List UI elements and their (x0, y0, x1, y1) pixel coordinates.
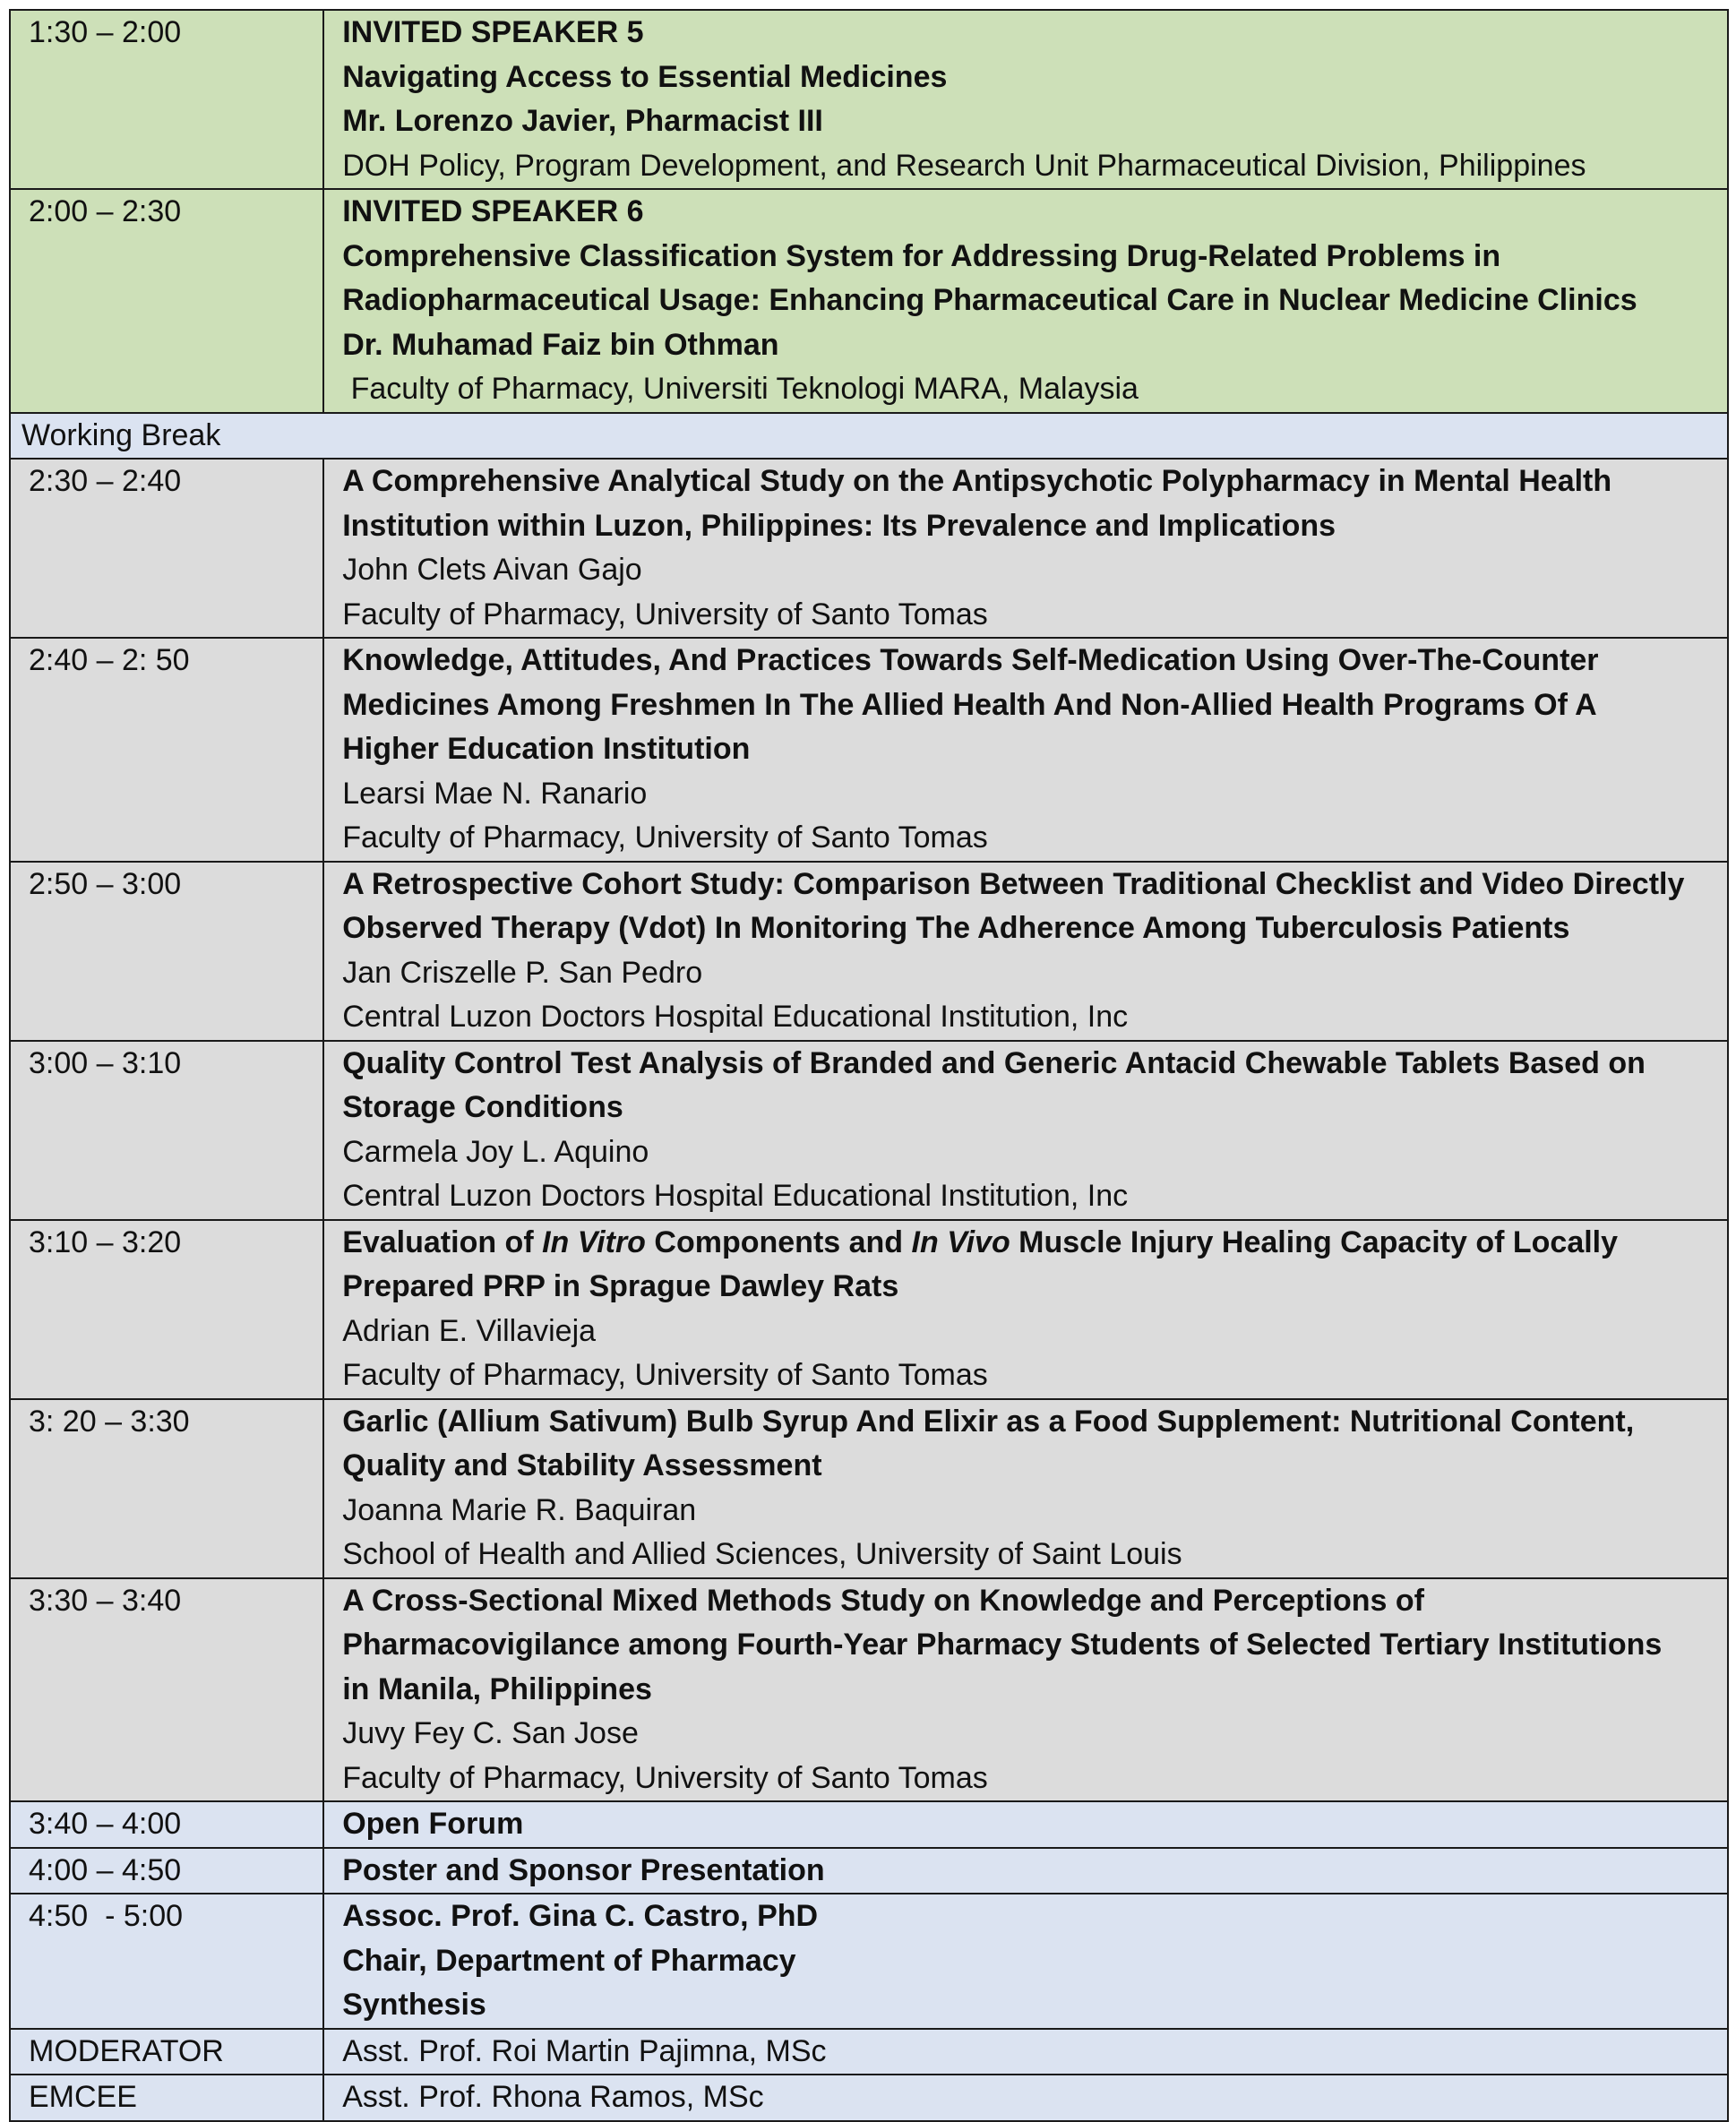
session-title: Poster and Sponsor Presentation (342, 1852, 825, 1887)
presenter-name: Carmela Joy L. Aquino (342, 1134, 649, 1169)
presenter-affiliation: Central Luzon Doctors Hospital Educational Institution, Inc (342, 1179, 1129, 1213)
schedule-row (10, 459, 1728, 638)
title-italic-text: In Vivo (911, 1224, 1010, 1259)
speaker-affiliation: DOH Policy, Program Development, and Research Unit Pharmaceutical Division, Philippines (342, 148, 1586, 183)
paper-title-line: Institution within Luzon, Philippines: Its Prevalence and Implications (342, 508, 1336, 543)
paper-title-line: Quality and Stability Assessment (342, 1448, 822, 1482)
time-cell: 3:30 – 3:40 (10, 1578, 323, 1802)
content-cell (323, 1220, 1728, 1399)
program-schedule-table (9, 9, 1729, 2122)
schedule-row (10, 1801, 1728, 1848)
content-cell (323, 189, 1728, 413)
schedule-row (10, 1220, 1728, 1399)
presenter-affiliation: Faculty of Pharmacy, University of Santo Tomas (342, 1358, 988, 1392)
paper-title-line: Medicines Among Freshmen In The Allied Health And Non-Allied Health Programs Of A (342, 687, 1597, 722)
role-cell: MODERATOR (10, 2029, 323, 2075)
paper-title-line: Garlic (Allium Sativum) Bulb Syrup And Elixir as a Food Supplement: Nutritional Content, (342, 1404, 1635, 1439)
emcee-name: Asst. Prof. Rhona Ramos, MSc (342, 2080, 764, 2114)
content-cell (323, 10, 1728, 189)
presenter-affiliation: Faculty of Pharmacy, University of Santo Tomas (342, 820, 988, 855)
time-cell: 2:00 – 2:30 (10, 189, 323, 413)
content-cell (323, 1894, 1728, 2029)
session-title: Synthesis (342, 1988, 486, 2022)
paper-title-line: in Manila, Philippines (342, 1671, 652, 1706)
presenter-name: Jan Criszelle P. San Pedro (342, 955, 703, 990)
title-italic-text: In Vitro (542, 1224, 646, 1259)
paper-title-line: Quality Control Test Analysis of Branded and Generic Antacid Chewable Tablets Based on (342, 1045, 1646, 1080)
speaker-position: Chair, Department of Pharmacy (342, 1943, 796, 1978)
speaker-affiliation: Faculty of Pharmacy, Universiti Teknologi MARA, Malaysia (342, 372, 1139, 406)
time-cell: 3:10 – 3:20 (10, 1220, 323, 1399)
moderator-name: Asst. Prof. Roi Martin Pajimna, MSc (342, 2033, 827, 2068)
schedule-row (10, 2075, 1728, 2121)
time-cell: 3:40 – 4:00 (10, 1801, 323, 1848)
schedule-row (10, 1399, 1728, 1578)
break-cell: Working Break (10, 413, 1728, 460)
content-cell (323, 2029, 1728, 2075)
speaker-heading: INVITED SPEAKER 6 (342, 194, 644, 228)
talk-title: Navigating Access to Essential Medicines (342, 59, 948, 94)
paper-title-line: Storage Conditions (342, 1090, 623, 1124)
title-text: Evaluation of (342, 1224, 543, 1259)
paper-title-line (342, 1221, 1718, 1266)
paper-title-line: A Retrospective Cohort Study: Comparison Between Traditional Checklist and Video Directly (342, 866, 1685, 901)
schedule-row (10, 2029, 1728, 2075)
paper-title-line: Prepared PRP in Sprague Dawley Rats (342, 1269, 899, 1303)
speaker-name: Mr. Lorenzo Javier, Pharmacist III (342, 104, 823, 138)
schedule-row (10, 1894, 1728, 2029)
presenter-affiliation: Faculty of Pharmacy, University of Santo Tomas (342, 1760, 988, 1795)
time-cell: 1:30 – 2:00 (10, 10, 323, 189)
paper-title-line: A Comprehensive Analytical Study on the Antipsychotic Polypharmacy in Mental Health (342, 464, 1612, 498)
presenter-name: Joanna Marie R. Baquiran (342, 1492, 697, 1527)
schedule-row (10, 1578, 1728, 1802)
presenter-affiliation: School of Health and Allied Sciences, University of Saint Louis (342, 1537, 1182, 1571)
presenter-name: John Clets Aivan Gajo (342, 553, 642, 587)
content-cell (323, 1399, 1728, 1578)
content-cell (323, 862, 1728, 1041)
schedule-row (10, 862, 1728, 1041)
role-cell: EMCEE (10, 2075, 323, 2121)
schedule-row (10, 10, 1728, 189)
content-cell (323, 459, 1728, 638)
presenter-name: Adrian E. Villavieja (342, 1313, 597, 1348)
time-cell: 2:50 – 3:00 (10, 862, 323, 1041)
speaker-name: Dr. Muhamad Faiz bin Othman (342, 327, 779, 362)
speaker-name: Assoc. Prof. Gina C. Castro, PhD (342, 1899, 819, 1933)
time-cell: 2:40 – 2: 50 (10, 638, 323, 862)
paper-title-line: Pharmacovigilance among Fourth-Year Pharmacy Students of Selected Tertiary Institutions (342, 1628, 1663, 1662)
content-cell (323, 1801, 1728, 1848)
talk-title-line: Radiopharmaceutical Usage: Enhancing Pharmaceutical Care in Nuclear Medicine Clinics (342, 283, 1637, 317)
paper-title-line: Higher Education Institution (342, 732, 751, 766)
presenter-affiliation: Central Luzon Doctors Hospital Educational Institution, Inc (342, 1000, 1129, 1034)
content-cell (323, 2075, 1728, 2121)
session-title: Open Forum (342, 1807, 524, 1841)
presenter-name: Juvy Fey C. San Jose (342, 1716, 639, 1750)
speaker-heading: INVITED SPEAKER 5 (342, 15, 644, 49)
content-cell (323, 638, 1728, 862)
time-cell: 3: 20 – 3:30 (10, 1399, 323, 1578)
title-text: Components and (645, 1224, 912, 1259)
time-cell: 4:50 - 5:00 (10, 1894, 323, 2029)
content-cell (323, 1848, 1728, 1894)
talk-title-line: Comprehensive Classification System for Addressing Drug-Related Problems in (342, 238, 1501, 273)
presenter-name: Learsi Mae N. Ranario (342, 776, 648, 811)
schedule-row (10, 638, 1728, 862)
schedule-row (10, 189, 1728, 413)
paper-title-line: Knowledge, Attitudes, And Practices Towards Self-Medication Using Over-The-Counter (342, 643, 1599, 677)
time-cell: 2:30 – 2:40 (10, 459, 323, 638)
content-cell (323, 1578, 1728, 1802)
paper-title-line: Observed Therapy (Vdot) In Monitoring The Adherence Among Tuberculosis Patients (342, 911, 1570, 945)
paper-title-line: A Cross-Sectional Mixed Methods Study on Knowledge and Perceptions of (342, 1583, 1424, 1618)
presenter-affiliation: Faculty of Pharmacy, University of Santo Tomas (342, 597, 988, 631)
time-cell: 3:00 – 3:10 (10, 1041, 323, 1220)
time-cell: 4:00 – 4:50 (10, 1848, 323, 1894)
content-cell (323, 1041, 1728, 1220)
schedule-row (10, 1848, 1728, 1894)
schedule-row (10, 1041, 1728, 1220)
title-text: Muscle Injury Healing Capacity of Locally (1010, 1224, 1619, 1259)
schedule-row-break (10, 413, 1728, 460)
